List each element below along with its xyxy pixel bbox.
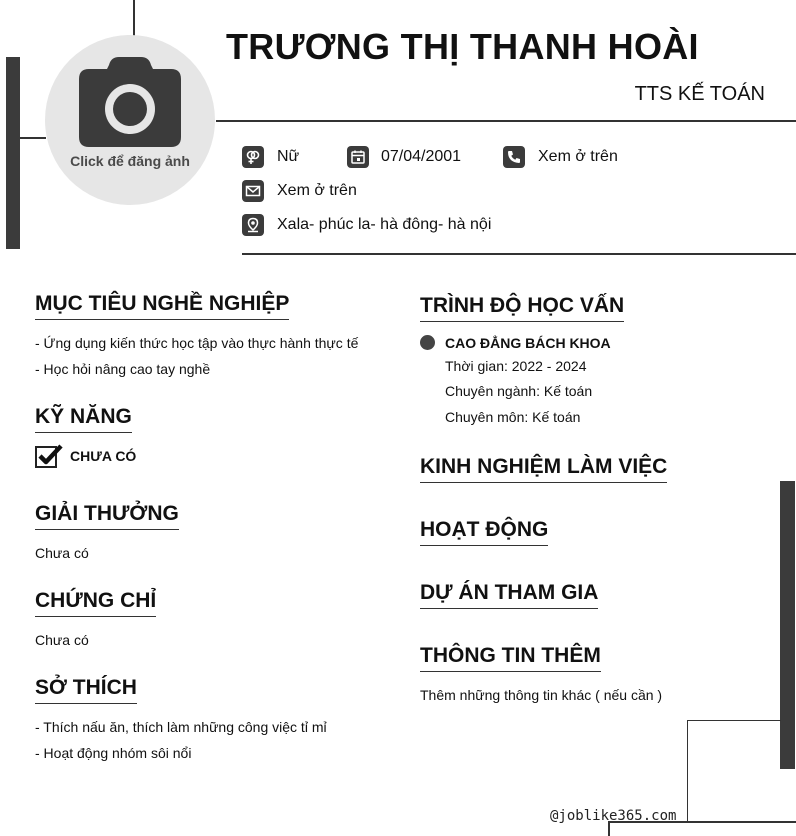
hobby-line-2: - Hoạt động nhóm sôi nổi	[35, 745, 192, 761]
birthday-value: 07/04/2001	[381, 148, 462, 165]
address-value: Xala- phúc la- hà đông- hà nội	[277, 216, 492, 233]
header-divider	[216, 120, 796, 122]
objective-line-1: - Ứng dụng kiến thức học tập vào thực hành thực tế	[35, 335, 359, 351]
extra-info-text: Thêm những thông tin khác ( nếu cần )	[420, 687, 663, 703]
email-icon	[242, 180, 264, 202]
gender-value: Nữ	[277, 148, 300, 165]
projects-heading: DỰ ÁN THAM GIA	[420, 581, 598, 609]
certificates-heading: CHỨNG CHỈ	[35, 589, 156, 617]
objective-heading: MỤC TIÊU NGHỀ NGHIỆP	[35, 292, 289, 320]
avatar-caption: Click để đăng ảnh	[70, 153, 190, 169]
education-heading: TRÌNH ĐỘ HỌC VẤN	[420, 294, 624, 322]
experience-heading: KINH NGHIỆM LÀM VIỆC	[420, 455, 667, 483]
hobby-line-1: - Thích nấu ăn, thích làm những công việc tỉ mỉ	[35, 719, 327, 735]
activities-heading: HOẠT ĐỘNG	[420, 518, 548, 546]
skill-item: CHƯA CÓ	[70, 448, 137, 464]
awards-heading: GIẢI THƯỞNG	[35, 502, 179, 530]
info-divider	[242, 253, 796, 255]
right-accent-bar	[780, 481, 795, 769]
watermark: @joblike365.com	[550, 808, 677, 824]
education-major: Chuyên ngành: Kế toán	[445, 383, 593, 399]
candidate-name: TRƯƠNG THỊ THANH HOÀI	[226, 26, 699, 67]
certificates-text: Chưa có	[35, 632, 89, 648]
bottom-vertical-line	[608, 822, 610, 836]
education-specialty: Chuyên môn: Kế toán	[445, 409, 581, 425]
education-bullet	[420, 335, 435, 350]
left-accent-bar	[6, 57, 20, 249]
gender-icon	[242, 146, 264, 168]
education-time: Thời gian: 2022 - 2024	[445, 358, 587, 374]
objective-line-2: - Học hỏi nâng cao tay nghề	[35, 361, 211, 377]
location-icon	[242, 214, 264, 236]
camera-icon	[79, 57, 181, 147]
top-vertical-line	[133, 0, 135, 36]
avatar-upload[interactable]	[45, 35, 215, 205]
job-title: TTS KẾ TOÁN	[634, 83, 765, 105]
email-value: Xem ở trên	[277, 182, 357, 199]
awards-text: Chưa có	[35, 545, 89, 561]
education-school: CAO ĐẲNG BÁCH KHOA	[445, 335, 611, 351]
extra-info-heading: THÔNG TIN THÊM	[420, 644, 601, 672]
skills-heading: KỸ NĂNG	[35, 405, 132, 433]
calendar-icon	[347, 146, 369, 168]
hobbies-heading: SỞ THÍCH	[35, 676, 137, 704]
phone-icon	[503, 146, 525, 168]
bottom-right-frame	[687, 720, 781, 823]
left-horizontal-line	[20, 137, 46, 139]
phone-value: Xem ở trên	[538, 148, 618, 165]
checkbox-checked-icon	[35, 444, 63, 468]
